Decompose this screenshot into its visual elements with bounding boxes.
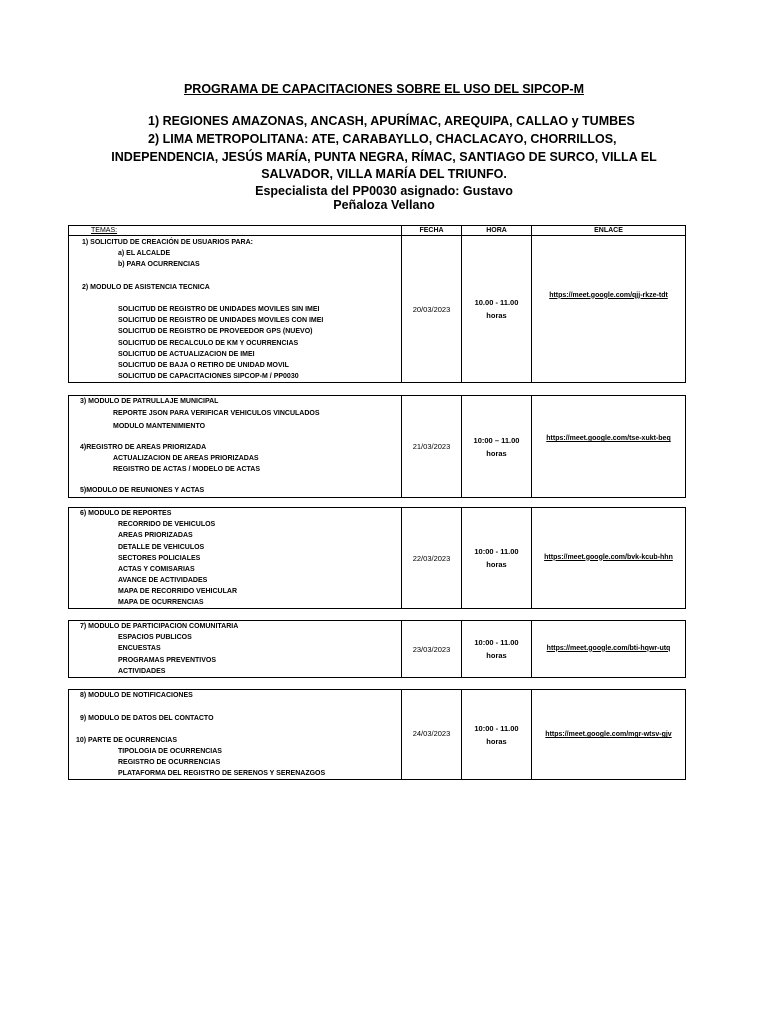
topic-line: ACTAS Y COMISARIAS: [118, 566, 195, 573]
topic-line: SOLICITUD DE RECALCULO DE KM Y OCURRENCIAS: [118, 340, 299, 347]
session-temas: [69, 396, 402, 498]
topic-line: SOLICITUD DE CAPACITACIONES SIPCOP-M / PP0030: [118, 373, 299, 380]
topic-line: AREAS PRIORIZADAS: [118, 532, 193, 539]
topic-line: 9) MODULO DE DATOS DEL CONTACTO: [80, 715, 214, 722]
topic-line: SOLICITUD DE BAJA O RETIRO DE UNIDAD MOVIL: [118, 362, 289, 369]
topic-line: 1) SOLICITUD DE CREACIÓN DE USUARIOS PARA:: [82, 239, 253, 246]
topic-line: a) EL ALCALDE: [118, 250, 171, 257]
topic-line: 7) MODULO DE PARTICIPACION COMUNITARIA: [80, 623, 239, 630]
meet-link[interactable]: https://meet.google.com/qjj-rkze-tdt: [549, 291, 668, 299]
session-date: 23/03/2023: [402, 621, 462, 678]
topic-line: 3) MODULO DE PATRULLAJE MUNICIPAL: [80, 398, 219, 405]
column-header-fecha: FECHA: [402, 226, 462, 236]
session-date: 21/03/2023: [402, 396, 462, 498]
topic-line: REPORTE JSON PARA VERIFICAR VEHICULOS VINCULADOS: [113, 410, 320, 417]
topic-line: ESPACIOS PUBLICOS: [118, 634, 192, 641]
topic-line: SOLICITUD DE ACTUALIZACION DE IMEI: [118, 351, 255, 358]
header-line-districts: INDEPENDENCIA, JESÚS MARÍA, PUNTA NEGRA, RÍMAC, SANTIAGO DE SURCO, VILLA EL: [111, 150, 657, 164]
topic-line: 8) MODULO DE NOTIFICACIONES: [80, 692, 193, 699]
topic-line: ACTUALIZACION DE AREAS PRIORIZADAS: [113, 455, 259, 462]
session-table-3: [68, 507, 686, 609]
session-link-cell: [532, 396, 686, 498]
topic-line: AVANCE DE ACTIVIDADES: [118, 577, 208, 584]
session-time: 10:00 – 11.00 horas: [462, 396, 532, 498]
topic-line: MODULO MANTENIMIENTO: [113, 423, 206, 430]
meet-link[interactable]: https://meet.google.com/mgr-wtsv-gjv: [545, 731, 672, 738]
header-line-regions: 1) REGIONES AMAZONAS, ANCASH, APURÍMAC, AREQUIPA, CALLAO y TUMBES: [148, 114, 635, 128]
session-link-cell: [532, 690, 686, 780]
session-temas: [69, 690, 402, 780]
session-temas: [69, 508, 402, 609]
topic-line: PLATAFORMA DEL REGISTRO DE SERENOS Y SERENAZGOS: [118, 770, 326, 777]
topic-line: TIPOLOGIA DE OCURRENCIAS: [118, 748, 222, 755]
session-time: 10:00 - 11.00 horas: [462, 621, 532, 678]
topic-line: ACTIVIDADES: [118, 668, 166, 675]
session-table-2: [68, 395, 686, 498]
topic-line: SECTORES POLICIALES: [118, 555, 201, 562]
header-line-specialist: Especialista del PP0030 asignado: Gustavo: [255, 184, 513, 198]
topic-line: 6) MODULO DE REPORTES: [80, 510, 172, 517]
topic-line: MAPA DE OCURRENCIAS: [118, 599, 204, 606]
header-line-districts-end: SALVADOR, VILLA MARÍA DEL TRIUNFO.: [261, 167, 507, 181]
session-temas: [69, 621, 402, 678]
session-link-cell: [532, 508, 686, 609]
session-time: 10:00 - 11.00 horas: [462, 690, 532, 780]
session-date: 20/03/2023: [402, 236, 462, 383]
topic-line: b) PARA OCURRENCIAS: [118, 261, 200, 268]
session-temas: [69, 236, 402, 383]
session-table-1: [68, 225, 686, 383]
session-time: 10.00 - 11.00 horas: [462, 236, 532, 383]
topic-line: 2) MODULO DE ASISTENCIA TECNICA: [82, 284, 210, 291]
session-date: 22/03/2023: [402, 508, 462, 609]
topic-line: PROGRAMAS PREVENTIVOS: [118, 657, 217, 664]
topic-line: SOLICITUD DE REGISTRO DE UNIDADES MOVILES SIN IMEI: [118, 306, 320, 313]
topic-line: RECORRIDO DE VEHICULOS: [118, 521, 216, 528]
session-link-cell: [532, 621, 686, 678]
column-header-temas: TEMAS:: [69, 226, 402, 236]
topic-line: DETALLE DE VEHICULOS: [118, 544, 205, 551]
topic-line: 5)MODULO DE REUNIONES Y ACTAS: [80, 487, 205, 494]
session-link-cell: [532, 236, 686, 383]
topic-line: REGISTRO DE OCURRENCIAS: [118, 759, 221, 766]
topic-line: 4)REGISTRO DE AREAS PRIORIZADA: [80, 444, 207, 451]
topic-line: 10) PARTE DE OCURRENCIAS: [76, 737, 177, 744]
session-date: 24/03/2023: [402, 690, 462, 780]
session-table-4: [68, 620, 686, 678]
meet-link[interactable]: https://meet.google.com/bti-hqwr-utq: [546, 644, 671, 652]
session-time: 10:00 - 11.00 horas: [462, 508, 532, 609]
session-table-5: [68, 689, 686, 780]
header-line-specialist-name: Peñaloza Vellano: [333, 198, 435, 212]
meet-link[interactable]: https://meet.google.com/bvk-kcub-hhn: [544, 553, 673, 561]
header-line-lima: 2) LIMA METROPOLITANA: ATE, CARABAYLLO, CHACLACAYO, CHORRILLOS,: [148, 132, 617, 146]
topic-line: MAPA DE RECORRIDO VEHICULAR: [118, 588, 238, 595]
column-header-hora: HORA: [462, 226, 532, 236]
meet-link[interactable]: https://meet.google.com/tse-xukt-beq: [546, 435, 671, 442]
document-title: PROGRAMA DE CAPACITACIONES SOBRE EL USO DEL SIPCOP-M: [183, 82, 585, 96]
topic-line: SOLICITUD DE REGISTRO DE UNIDADES MOVILES CON IMEI: [118, 317, 324, 324]
topic-line: ENCUESTAS: [118, 645, 161, 652]
topic-line: REGISTRO DE ACTAS / MODELO DE ACTAS: [113, 466, 261, 473]
topic-line: SOLICITUD DE REGISTRO DE PROVEEDOR GPS (NUEVO): [118, 328, 313, 335]
column-header-enlace: ENLACE: [532, 226, 686, 236]
